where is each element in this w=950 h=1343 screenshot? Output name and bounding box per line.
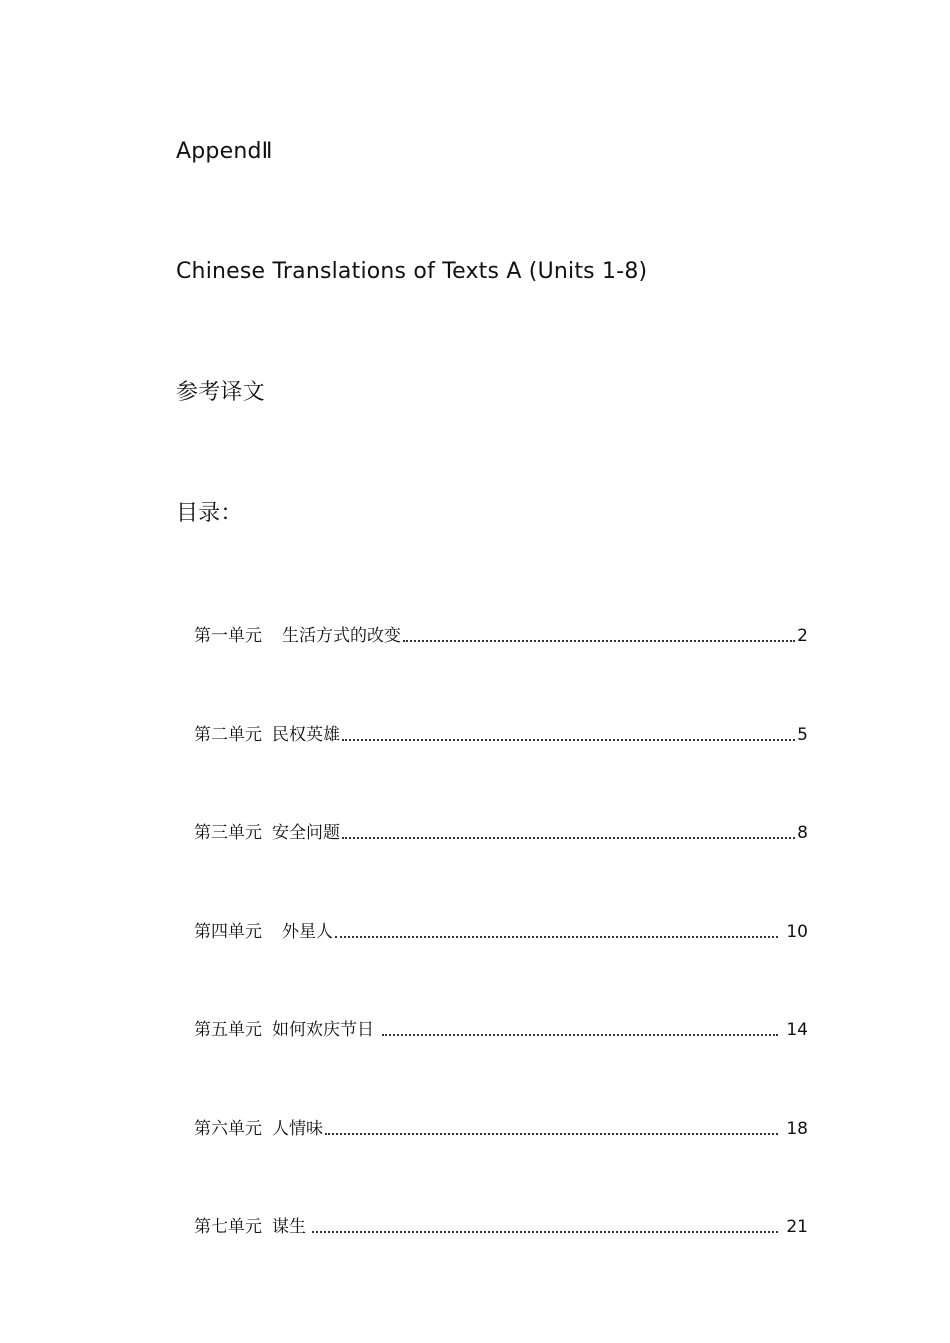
toc-dot-leader	[342, 837, 795, 839]
toc-unit-label: 第七单元	[194, 1217, 262, 1237]
toc-dot-leader	[403, 640, 795, 642]
toc-page-number: 2	[797, 626, 808, 646]
toc-entry[interactable]	[194, 620, 808, 648]
toc-dot-leader	[325, 1133, 778, 1135]
toc-page-number: 14	[786, 1020, 808, 1040]
table-of-contents	[194, 0, 808, 1343]
toc-title: 安全问题	[272, 823, 340, 843]
toc-dot-leader	[335, 936, 778, 938]
toc-page-number: 8	[797, 823, 808, 843]
appendix-heading: AppendⅡ	[176, 139, 273, 164]
toc-unit-label: 第四单元	[194, 922, 262, 942]
toc-title: 生活方式的改变	[282, 626, 401, 646]
toc-page-number: 5	[797, 725, 808, 745]
toc-title: 外星人	[282, 922, 333, 942]
toc-entry[interactable]	[194, 817, 808, 845]
toc-page-number: 10	[786, 922, 808, 942]
toc-title: 民权英雄	[272, 725, 340, 745]
toc-unit-label: 第六单元	[194, 1119, 262, 1139]
toc-dot-leader	[342, 739, 795, 741]
toc-unit-label: 第一单元	[194, 626, 262, 646]
toc-entry[interactable]	[194, 1014, 808, 1042]
toc-page-number: 21	[786, 1217, 808, 1237]
toc-entry[interactable]	[194, 916, 808, 944]
toc-label: 目录：	[176, 501, 243, 526]
toc-page-number: 18	[786, 1119, 808, 1139]
toc-dot-leader	[382, 1034, 778, 1036]
toc-entry[interactable]	[194, 1113, 808, 1141]
toc-dot-leader	[312, 1231, 778, 1233]
toc-title: 人情味	[272, 1119, 323, 1139]
english-title: Chinese Translations of Texts A (Units 1-8)	[176, 259, 648, 284]
toc-unit-label: 第二单元	[194, 725, 262, 745]
toc-title: 谋生	[272, 1217, 306, 1237]
toc-unit-label: 第三单元	[194, 823, 262, 843]
toc-unit-label: 第五单元	[194, 1020, 262, 1040]
toc-title: 如何欢庆节日	[272, 1020, 374, 1040]
toc-entry[interactable]	[194, 719, 808, 747]
toc-entry[interactable]	[194, 1211, 808, 1239]
chinese-title: 参考译文	[176, 380, 265, 405]
